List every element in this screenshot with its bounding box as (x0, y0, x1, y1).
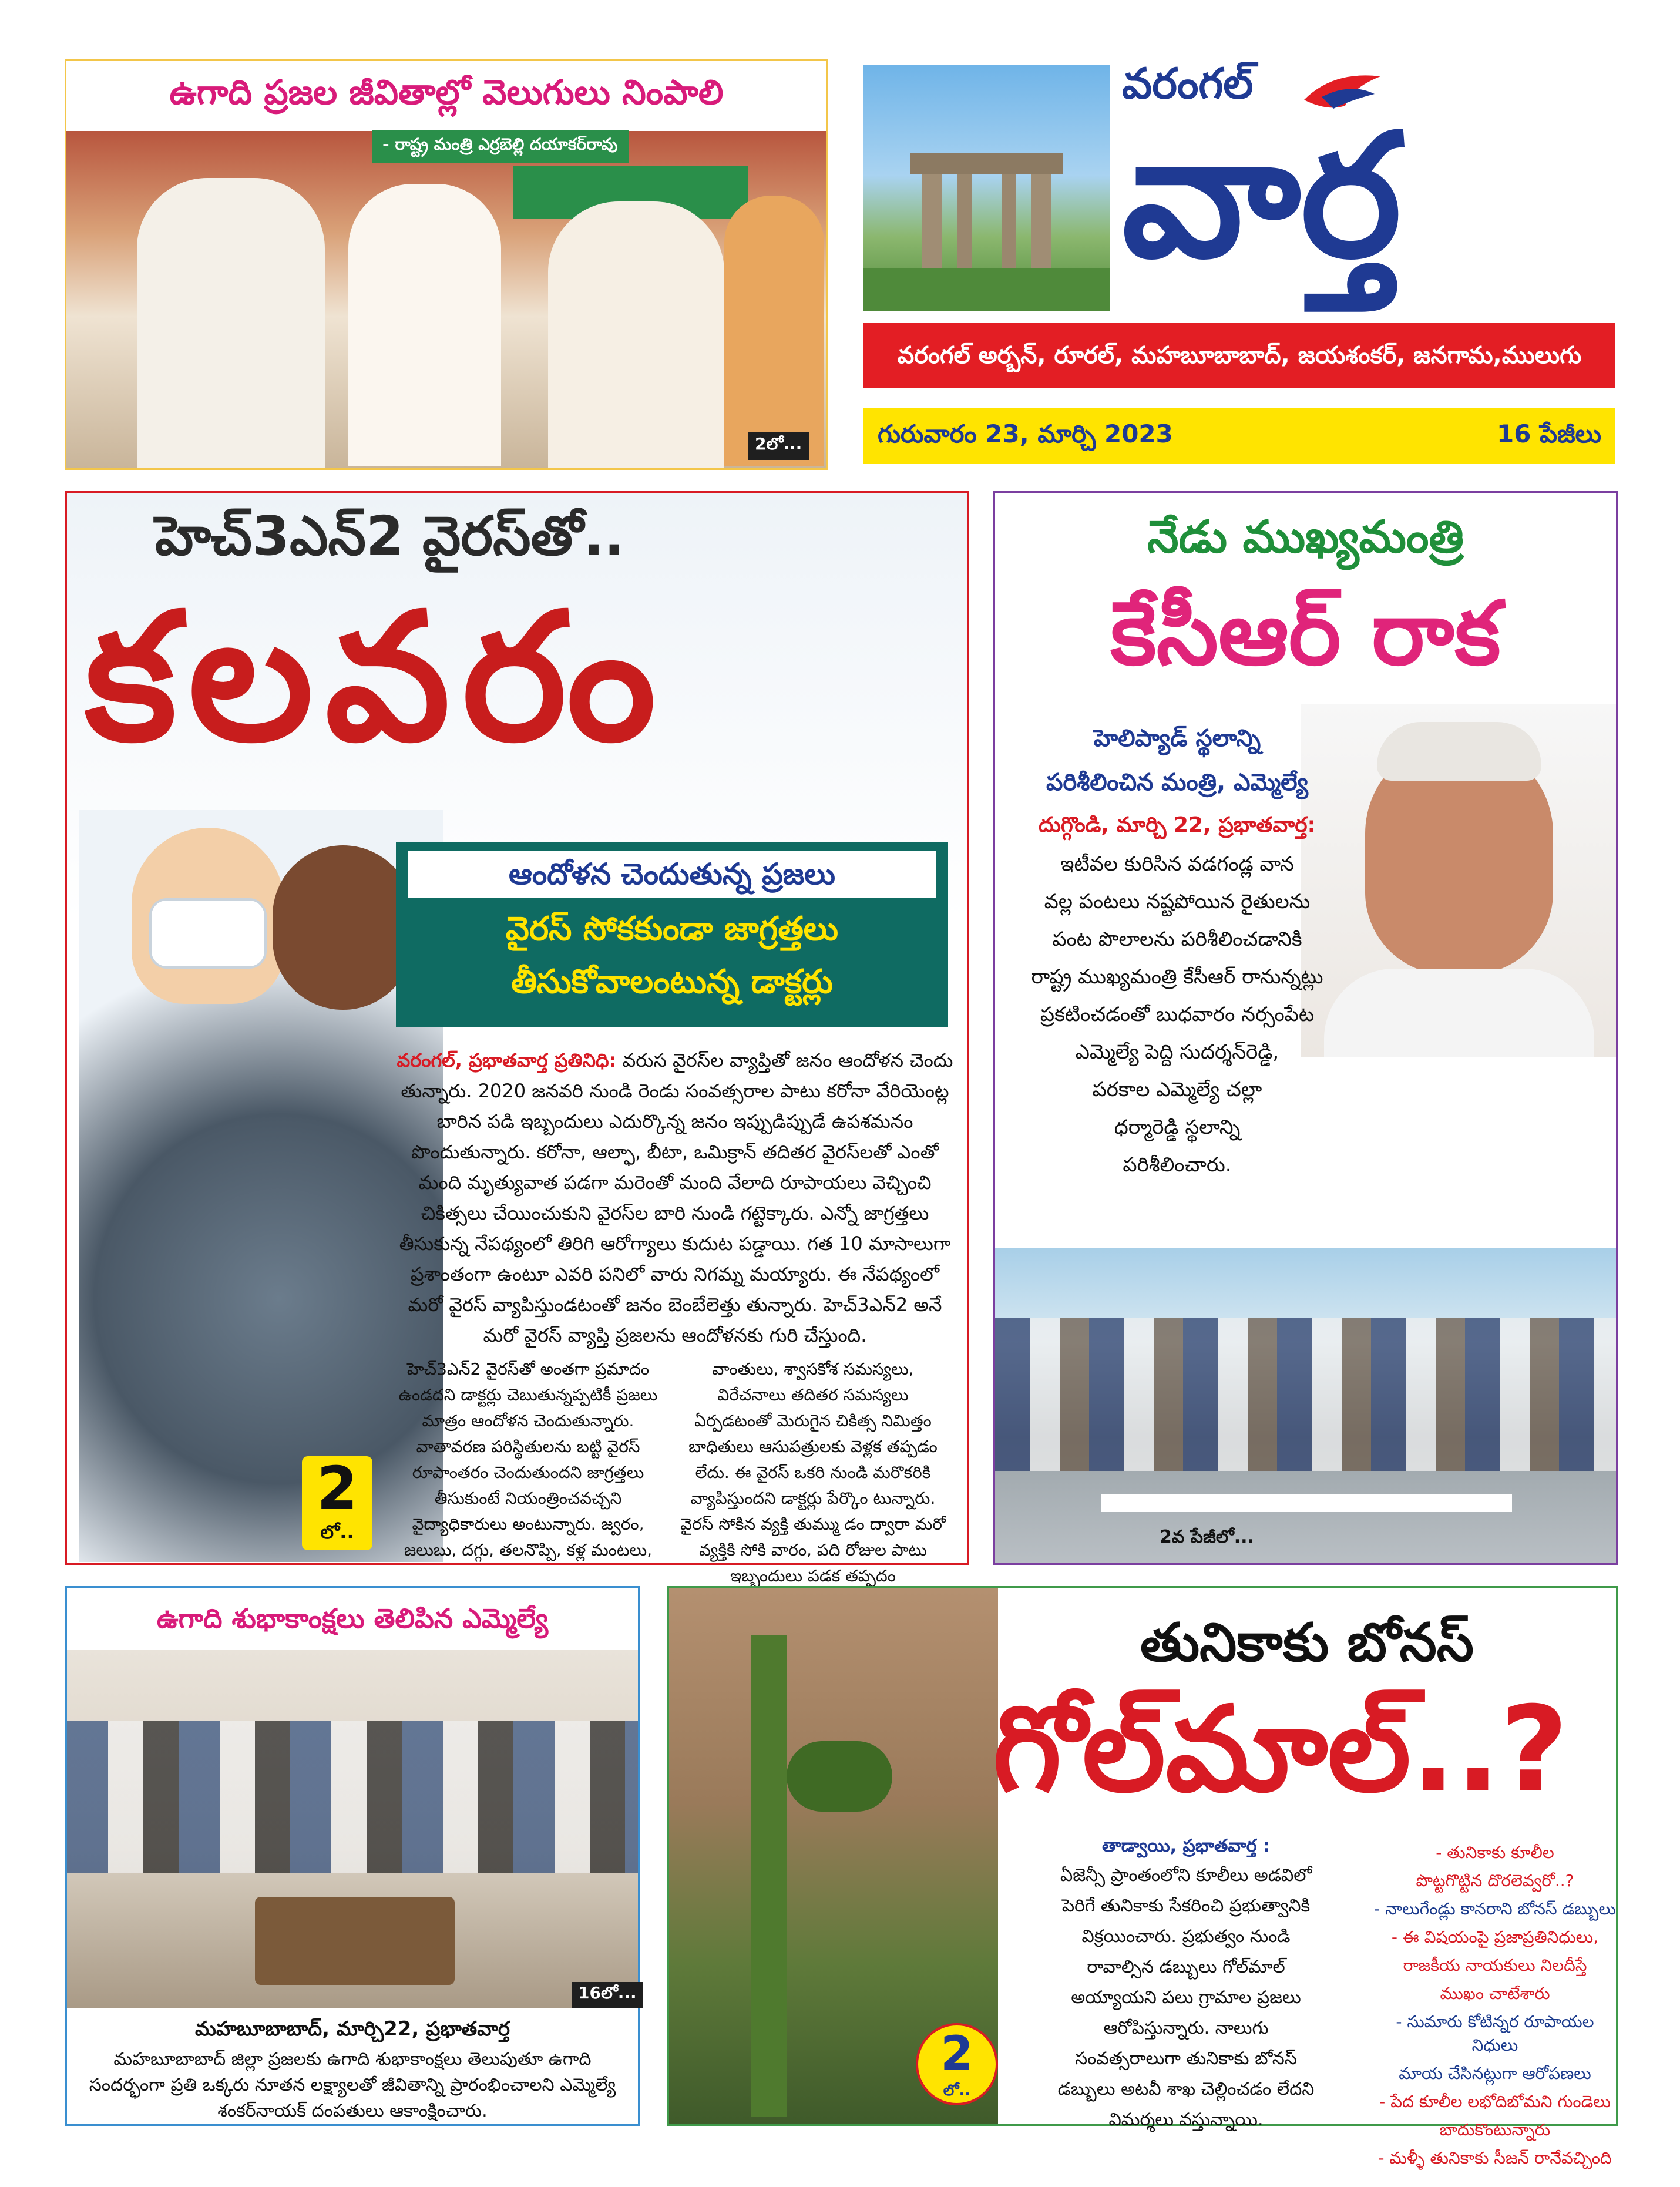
virus-subhead-box (396, 842, 948, 1027)
virus-story-section (65, 491, 969, 1585)
tendu-bullet: బాదుకొంటున్నారు (1439, 2120, 1551, 2139)
tendu-story-section (667, 1586, 1618, 2168)
tendu-bullets (1374, 1841, 1616, 2175)
tendu-bullet: - నాలుగేండ్లు కానరాని బోనస్ డబ్బులు (1374, 1899, 1616, 1919)
tendu-bullet: పొట్టగొట్టిన దొరలెవ్వరో..? (1416, 1871, 1574, 1890)
top-story-page-ref[interactable]: 2లో... (748, 432, 809, 460)
virus-subhead-2b: తీసుకోవాలంటున్న డాక్టర్లు (511, 963, 833, 1001)
ugadi-wishes-body: మహబూబాబాద్ జిల్లా ప్రజలకు ఉగాది శుభాకాంక్షలు తెలుపుతూ ఉగాది సందర్భంగా ప్రతి ఒక్కరు నూతన లక్ష్యాలతో జీవితాన్ని ప్రారంభించాలని ఎమ్మెల్యే శంకర్‌నాయక్ దంపతులు ఆకాంక్షించారు. (89, 2049, 616, 2121)
tendu-line: విక్రయించారు. ప్రభుత్వం నుండి (1081, 1926, 1291, 1947)
tendu-bullet: ముఖం చాటేశారు (1440, 1984, 1550, 2003)
masthead (863, 59, 1615, 470)
kcr-line: వల్ల పంటలు నష్టపోయిన రైతులను (1044, 890, 1311, 913)
tendu-bullet: - మళ్ళీ తునికాకు సీజన్ రానేవచ్చింది (1378, 2148, 1612, 2168)
kcr-line: రాష్ట్ర ముఖ్యమంత్రి కేసీఆర్ రానున్నట్లు (1031, 965, 1323, 989)
brand-small: వరంగల్ (1122, 59, 1254, 108)
tendu-page-ref-text: లో.. (943, 2082, 971, 2099)
ugadi-wishes-headline: ఉగాది శుభాకాంక్షలు తెలిపిన ఎమ్మెల్యే (156, 1603, 549, 1634)
virus-subhead-2a: వైరస్ సోకకుండా జాగ్రత్తలు (506, 910, 838, 948)
tendu-bullet: - సుమారు కోటిన్నర రూపాయల నిధులు (1396, 2012, 1594, 2055)
kcr-line: పరకాల ఎమ్మెల్యే చల్లా (1092, 1078, 1262, 1101)
kcr-story-section (993, 491, 1618, 1565)
kcr-line: ప్రకటించడంతో బుధవారం నర్సంపేట (1040, 1003, 1315, 1026)
tendu-page-ref-num: 2 (940, 2026, 973, 2081)
tendu-bullet: రాజకీయ నాయకులు నిలదీస్తే (1403, 1956, 1587, 1975)
kcr-kicker: నేడు ముఖ్యమంత్రి (1147, 510, 1464, 563)
masthead-date: గురువారం 23, మార్చి 2023 (878, 419, 1173, 448)
kcr-subhead-2: పరిశీలించిన మంత్రి, ఎమ్మెల్యే (1046, 769, 1308, 796)
kakatiya-arch-icon (863, 65, 1110, 311)
tendu-line: రావాల్సిన డబ్బులు గోల్‌మాల్ (1087, 1957, 1285, 1977)
tendu-line: ఆరోపిస్తున్నారు. నాలుగు (1103, 2018, 1269, 2038)
kcr-line: ఇటీవల కురిసిన వడగండ్ల వాన (1060, 852, 1294, 876)
masthead-pages: 16 పేజీలు (1497, 419, 1601, 448)
top-story-headline: ఉగాది ప్రజల జీవితాల్లో వెలుగులు నింపాలి (169, 72, 724, 112)
kcr-page-ref[interactable]: 2వ పేజీలో... (1160, 1527, 1254, 1547)
virus-lead (396, 1045, 954, 1351)
tendu-bullet: మాయ చేసినట్లుగా ఆరోపణలు (1399, 2064, 1591, 2083)
virus-illustration (79, 810, 443, 1562)
virus-lead-text: వరుస వైరస్‌ల వ్యాప్తితో జనం ఆందోళన చెందు తున్నారు. 2020 జనవరి నుండి రెండు సంవత్సరాల పాటు కరోనా వేరియెంట్ల బారిన పడి ఇబ్బందులు ఎదుర్కొన్న జనం ఇప్పుడిప్పుడే ఉపశమనం పొందుతున్నారు. కరోనా, ఆల్ఫా, బీటా, ఒమిక్రాన్ తదితర వైరస్‌లతో ఎంతో మంది మృత్యువాత పడగా మరెంతో మంది వేలాది రూపాయలు వెచ్చించి చికిత్సలు చేయించుకుని వైరస్‌ల బారి నుండి గట్టెక్కారు. ఎన్నో జాగ్రత్తలు తీసుకున్న నేపథ్యంలో తిరిగి ఆరోగ్యాలు కుదుట పడ్డాయి. గత 10 మాసాలుగా ప్రశాంతంగా ఉంటూ ఎవరి పనిలో వారు నిగమ్న మయ్యారు. ఈ నేపథ్యంలో మరో వైరస్ వ్యాపిస్తుండటంతో జనం బెంబేలెత్తు తున్నారు. హెచ్3ఎన్2 అనే మరో వైరస్ వ్యాప్తి ప్రజలను ఆందోళనకు గురి చేస్తుంది. (399, 1049, 953, 1346)
masthead-date-bar (863, 408, 1615, 464)
virus-subhead-1: ఆందోళన చెందుతున్న ప్రజలు (408, 851, 936, 898)
virus-story-headline: కలవరం (85, 575, 668, 780)
kcr-line: పంట పొలాలను పరిశీలించడానికి (1052, 928, 1302, 951)
virus-page-ref[interactable] (302, 1456, 372, 1550)
tendu-line: పెరిగే తునికాకు సేకరించి ప్రభుత్వానికి (1061, 1896, 1311, 1916)
tendu-kicker: తునికాకు బోనస్ (1140, 1612, 1474, 1674)
tendu-page-ref[interactable] (916, 2023, 998, 2105)
kcr-headline: కేసీఆర్ రాక (1110, 583, 1501, 685)
tendu-bullet: - పేద కూలీల లభోదిబోమని గుండెలు (1379, 2092, 1611, 2111)
masthead-photo (863, 65, 1110, 311)
tendu-line: డబ్బులు అటవీ శాఖ చెల్లించడం లేదని (1057, 2079, 1315, 2099)
tendu-line: ఏజెన్సీ ప్రాంతంలోని కూలీలు అడవిలో (1060, 1865, 1312, 1886)
tendu-line: అయ్యాయని పలు గ్రామాల ప్రజలు (1071, 1987, 1301, 2008)
ugadi-wishes-page-ref[interactable]: 16లో... (572, 1982, 643, 2008)
virus-page-ref-num: 2 (317, 1454, 358, 1523)
kcr-line: ధర్మారెడ్డి స్థలాన్ని (1114, 1116, 1241, 1139)
virus-col-1: హెచ్3ఎన్2 వైరస్‌తో అంతగా ప్రమాదం ఉండదని డాక్టర్లు చెబుతున్నప్పటికీ ప్రజలు మాత్రం ఆందోళన చెందుతున్నారు. వాతావరణ పరిస్థితులను బట్టి వైరస్ రూపాంతరం చెందుతుందని జాగ్రత్తలు తీసుకుంటే నియంత్రించవచ్చని వైద్యాధికారులు అంటున్నారు. జ్వరం, జలుబు, దగ్గు, తలనొప్పి, కళ్ల మంటలు, (398, 1359, 658, 1560)
tendu-dateline: తాడ్వాయి, ప్రభాతవార్త : (1101, 1836, 1271, 1856)
masthead-districts: వరంగల్ అర్బన్, రూరల్, మహబూబాబాద్, జయశంకర్, జనగామ,ములుగు (863, 323, 1615, 388)
brand-big: వార్త (1122, 98, 1402, 295)
top-story-byline: - రాష్ట్ర మంత్రి ఎర్రబెల్లి దయాకర్‌రావు (372, 130, 629, 163)
kcr-group-photo (995, 1248, 1616, 1563)
kcr-subhead-1: హెలిప్యాడ్ స్థలాన్ని (1093, 725, 1261, 752)
top-story-section (65, 59, 828, 470)
tendu-body (1010, 1832, 1362, 2135)
ugadi-wishes-photo (67, 1650, 638, 2008)
ugadi-wishes-section (65, 1586, 640, 2126)
kcr-dateline: దుగ్గొండి, మార్చి 22, ప్రభాతవార్త: (1039, 813, 1316, 837)
virus-col-2: వాంతులు, శ్వాసకోశ సమస్యలు, విరేచనాలు తదితర సమస్యలు ఏర్పడటంతో మెరుగైన చికిత్స నిమిత్తం బాధితులు ఆసుపత్రులకు వెళ్లక తప్పడం లేదు. ఈ వైరస్ ఒకరి నుండి మరొకరికి వ్యాపిస్తుందని డాక్టర్లు పేర్కొం టున్నారు. వైరస్ సోకిన వ్యక్తి తుమ్ము డం ద్వారా మరో వ్యక్తికి సోకి వారం, పది రోజుల పాటు ఇబ్బందులు పడక తప్పదం (680, 1359, 946, 1585)
virus-page-ref-text: లో.. (320, 1521, 354, 1543)
kcr-line: ఎమ్మెల్యే పెద్ది సుదర్శన్‌రెడ్డి, (1075, 1040, 1279, 1064)
kcr-line: పరిశీలించారు. (1123, 1153, 1232, 1177)
tendu-bullet: - ఈ విషయంపై ప్రజాప్రతినిధులు, (1391, 1927, 1599, 1947)
tendu-bullet: - తునికాకు కూలీల (1436, 1843, 1554, 1862)
tendu-line: సంవత్సరాలుగా తునికాకు బోనస్ (1075, 2048, 1297, 2069)
virus-dateline: వరంగల్, ప్రభాతవార్త ప్రతినిధి: (397, 1049, 617, 1071)
kcr-body (995, 845, 1359, 1184)
tendu-headline: గోల్‌మాల్..? (993, 1681, 1568, 1818)
virus-story-kicker: హెచ్3ఎన్2 వైరస్‌తో.. (155, 505, 625, 567)
tendu-line: విమర్శలు వస్తున్నాయి. (1108, 2109, 1264, 2130)
top-story-photo (66, 131, 826, 468)
ugadi-wishes-dateline: మహబూబాబాద్, మార్చి22, ప్రభాతవార్త (194, 2017, 510, 2041)
